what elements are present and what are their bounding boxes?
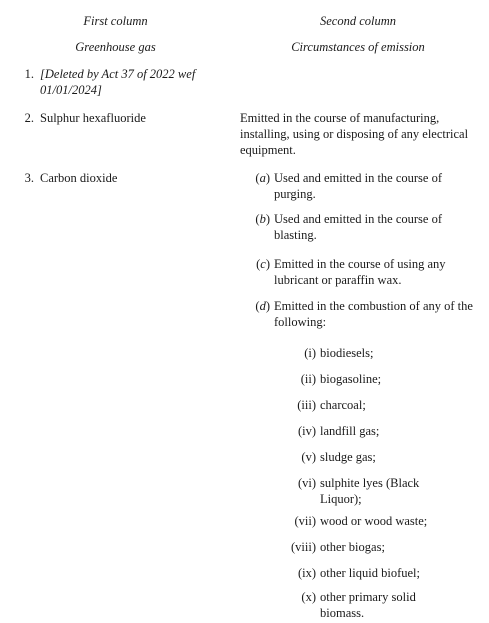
circumstance-paragraph: Used and emitted in the course of blasting.	[274, 212, 443, 242]
subitem-label: (iv)	[297, 424, 316, 438]
subitem-text: other biogas;	[320, 540, 385, 554]
subitem-label: (vi)	[297, 476, 316, 490]
subitem-label: (v)	[301, 450, 316, 464]
greenhouse-gas-name: Sulphur hexafluoride	[40, 111, 146, 125]
subitem-text: other primary solid biomass.	[320, 590, 416, 620]
paragraph-label: (b)	[255, 212, 270, 226]
circumstance-paragraph: Emitted in the combustion of any of the following:	[274, 299, 473, 329]
deleted-entry-note: [Deleted by Act 37 of 2022 wef 01/01/2024]	[40, 67, 196, 97]
subitem-text: sludge gas;	[320, 450, 376, 464]
paragraph-label: (c)	[256, 257, 270, 271]
subitem-label: (i)	[304, 346, 316, 360]
column-2-subtitle: Circumstances of emission	[291, 40, 425, 54]
paragraph-label: (d)	[255, 299, 270, 313]
column-2-title: Second column	[319, 14, 397, 28]
subitem-text: charcoal;	[320, 398, 366, 412]
subitem-text: landfill gas;	[320, 424, 380, 438]
subitem-text: biodiesels;	[320, 346, 374, 360]
paragraph-label: (a)	[255, 171, 270, 185]
row-number: 1.	[24, 67, 34, 81]
subitem-text: wood or wood waste;	[320, 514, 428, 528]
row-number: 3.	[24, 171, 34, 185]
column-1-title: First column	[83, 14, 148, 28]
subitem-label: (iii)	[297, 398, 316, 412]
circumstance-paragraph: Used and emitted in the course of purging.	[274, 171, 443, 201]
emission-circumstance: Emitted in the course of manufacturing, installing, using or disposing of any electrical equipment.	[240, 111, 469, 157]
circumstance-paragraph: Emitted in the course of using any lubricant or paraffin wax.	[274, 257, 446, 287]
subitem-text: biogasoline;	[320, 372, 382, 386]
subitem-label: (vii)	[294, 514, 316, 528]
subitem-label: (ix)	[297, 566, 316, 580]
subitem-label: (x)	[301, 590, 316, 604]
subitem-text: other liquid biofuel;	[320, 566, 420, 580]
greenhouse-gas-name: Carbon dioxide	[40, 171, 118, 185]
row-number: 2.	[24, 111, 34, 125]
subitem-label: (ii)	[300, 372, 316, 386]
subitem-text: sulphite lyes (Black Liquor);	[320, 476, 420, 506]
column-1-subtitle: Greenhouse gas	[75, 40, 156, 54]
subitem-label: (viii)	[291, 540, 316, 554]
